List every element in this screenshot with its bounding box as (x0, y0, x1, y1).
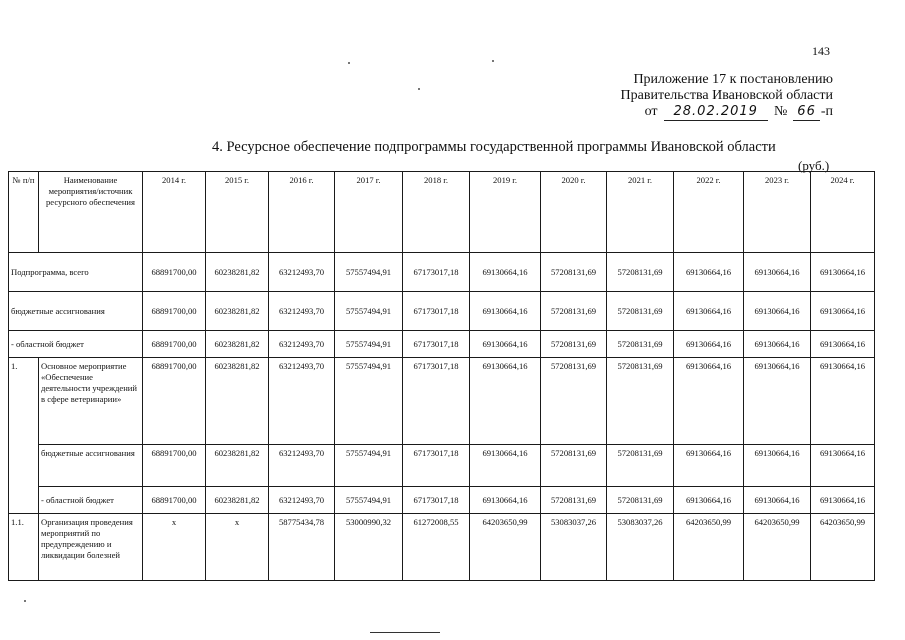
cell-value: 64203650,99 (744, 514, 811, 581)
cell-value: 69130664,16 (744, 292, 811, 331)
row-label: бюджетные ассигнования (39, 445, 143, 487)
scan-speck (24, 600, 26, 602)
cell-value: 58775434,78 (269, 514, 335, 581)
cell-value: 53083037,26 (541, 514, 607, 581)
cell-value: 60238281,82 (206, 331, 269, 358)
table-row (9, 358, 875, 445)
cell-value: 61272008,55 (403, 514, 470, 581)
cell-value: 69130664,16 (674, 253, 744, 292)
row-label: Подпрограмма, всего (9, 253, 143, 292)
cell-value: 69130664,16 (470, 487, 541, 514)
cell-value: 57557494,91 (335, 445, 403, 487)
cell-value: 68891700,00 (143, 292, 206, 331)
header-cell: 2016 г. (269, 172, 335, 253)
cell-value: 68891700,00 (143, 331, 206, 358)
cell-value: 63212493,70 (269, 445, 335, 487)
row-label: - областной бюджет (9, 331, 143, 358)
cell-value: 69130664,16 (811, 487, 875, 514)
cell-value: 60238281,82 (206, 445, 269, 487)
cell-value: 57557494,91 (335, 331, 403, 358)
cell-value: 57208131,69 (541, 253, 607, 292)
table-header-row (9, 172, 875, 253)
cell-value: 67173017,18 (403, 358, 470, 445)
cell-value: 64203650,99 (811, 514, 875, 581)
cell-value: 64203650,99 (674, 514, 744, 581)
header-cell: 2022 г. (674, 172, 744, 253)
cell-value: 57208131,69 (607, 253, 674, 292)
cell-value: 69130664,16 (674, 358, 744, 445)
cell-value: 68891700,00 (143, 358, 206, 445)
row-label: бюджетные ассигнования (9, 292, 143, 331)
cell-value: 68891700,00 (143, 445, 206, 487)
cell-value: 57557494,91 (335, 292, 403, 331)
appendix-line-3 (621, 104, 833, 121)
cell-value: 60238281,82 (206, 292, 269, 331)
cell-value: 69130664,16 (744, 487, 811, 514)
table-row (9, 331, 875, 358)
table-row (9, 445, 875, 487)
cell-value: 60238281,82 (206, 487, 269, 514)
header-cell: 2019 г. (470, 172, 541, 253)
cell-value: 69130664,16 (811, 331, 875, 358)
table-row (9, 487, 875, 514)
cell-value: 57208131,69 (607, 487, 674, 514)
header-cell: 2021 г. (607, 172, 674, 253)
cell-value: 69130664,16 (470, 253, 541, 292)
section-title: 4. Ресурсное обеспечение подпрограммы государственной программы Ивановской области (212, 139, 776, 155)
scan-speck (348, 62, 350, 64)
cell-value: 57208131,69 (541, 331, 607, 358)
row-number: 1.1. (9, 514, 39, 581)
cell-value: 57557494,91 (335, 487, 403, 514)
cell-value: 69130664,16 (674, 487, 744, 514)
header-cell: № п/п (9, 172, 39, 253)
from-label: от (644, 104, 658, 119)
cell-value: 68891700,00 (143, 487, 206, 514)
cell-value: 57208131,69 (607, 292, 674, 331)
row-label: - областной бюджет (39, 487, 143, 514)
cell-value: 69130664,16 (470, 331, 541, 358)
cell-value: 69130664,16 (470, 292, 541, 331)
cell-value: 60238281,82 (206, 358, 269, 445)
cell-value: х (206, 514, 269, 581)
decree-date: 28.02.2019 (664, 104, 768, 121)
cell-value: 69130664,16 (811, 445, 875, 487)
cell-value: 57208131,69 (541, 445, 607, 487)
resource-table (8, 171, 875, 581)
cell-value: 63212493,70 (269, 331, 335, 358)
header-cell: 2024 г. (811, 172, 875, 253)
cell-value: 64203650,99 (470, 514, 541, 581)
header-cell: 2017 г. (335, 172, 403, 253)
row-number: 1. (9, 358, 39, 514)
cell-value: 69130664,16 (811, 358, 875, 445)
cell-value: 67173017,18 (403, 487, 470, 514)
cell-value: 57557494,91 (335, 253, 403, 292)
cell-value: 60238281,82 (206, 253, 269, 292)
header-cell: 2023 г. (744, 172, 811, 253)
cell-value: 67173017,18 (403, 445, 470, 487)
scan-speck (492, 60, 494, 62)
table-row (9, 292, 875, 331)
appendix-line-2: Правительства Ивановской области (620, 88, 833, 103)
cell-value: 69130664,16 (674, 331, 744, 358)
header-cell: 2020 г. (541, 172, 607, 253)
cell-value: 69130664,16 (470, 445, 541, 487)
scan-speck (418, 88, 420, 90)
cell-value: 57208131,69 (607, 445, 674, 487)
cell-value: 67173017,18 (403, 331, 470, 358)
cell-value: 69130664,16 (744, 253, 811, 292)
cell-value: 57208131,69 (541, 487, 607, 514)
row-label: Организация проведения мероприятий по предупреждению и ликвидации болезней (39, 514, 143, 581)
cell-value: 63212493,70 (269, 292, 335, 331)
header-cell: 2014 г. (143, 172, 206, 253)
cell-value: 67173017,18 (403, 253, 470, 292)
currency-units: (руб.) (798, 158, 830, 173)
cell-value: 57557494,91 (335, 358, 403, 445)
cell-value: 53083037,26 (607, 514, 674, 581)
cell-value: 57208131,69 (541, 358, 607, 445)
number-label: № (773, 104, 788, 119)
cell-value: 69130664,16 (811, 253, 875, 292)
cell-value: 69130664,16 (470, 358, 541, 445)
cell-value: 57208131,69 (607, 358, 674, 445)
cell-value: 69130664,16 (744, 445, 811, 487)
table-row (9, 253, 875, 292)
cell-value: 69130664,16 (674, 445, 744, 487)
page-number: 143 (812, 44, 830, 58)
cell-value: 53000990,32 (335, 514, 403, 581)
header-cell: 2015 г. (206, 172, 269, 253)
number-suffix: -п (820, 104, 833, 119)
scan-line-artifact (370, 632, 440, 633)
cell-value: 63212493,70 (269, 487, 335, 514)
table-row (9, 514, 875, 581)
header-cell: Наименование мероприятия/источник ресурсного обеспечения (39, 172, 143, 253)
cell-value: 57208131,69 (607, 331, 674, 358)
cell-value: 63212493,70 (269, 253, 335, 292)
appendix-block (621, 72, 833, 121)
appendix-line-1: Приложение 17 к постановлению (633, 72, 833, 87)
cell-value: 63212493,70 (269, 358, 335, 445)
cell-value: 67173017,18 (403, 292, 470, 331)
cell-value: 69130664,16 (744, 331, 811, 358)
cell-value: 69130664,16 (744, 358, 811, 445)
cell-value: 57208131,69 (541, 292, 607, 331)
header-cell: 2018 г. (403, 172, 470, 253)
cell-value: х (143, 514, 206, 581)
cell-value: 69130664,16 (811, 292, 875, 331)
cell-value: 68891700,00 (143, 253, 206, 292)
row-label: Основное мероприятие «Обеспечение деятельности учреждений в сфере ветеринарии» (39, 358, 143, 445)
cell-value: 69130664,16 (674, 292, 744, 331)
decree-number: 66 (793, 104, 820, 121)
